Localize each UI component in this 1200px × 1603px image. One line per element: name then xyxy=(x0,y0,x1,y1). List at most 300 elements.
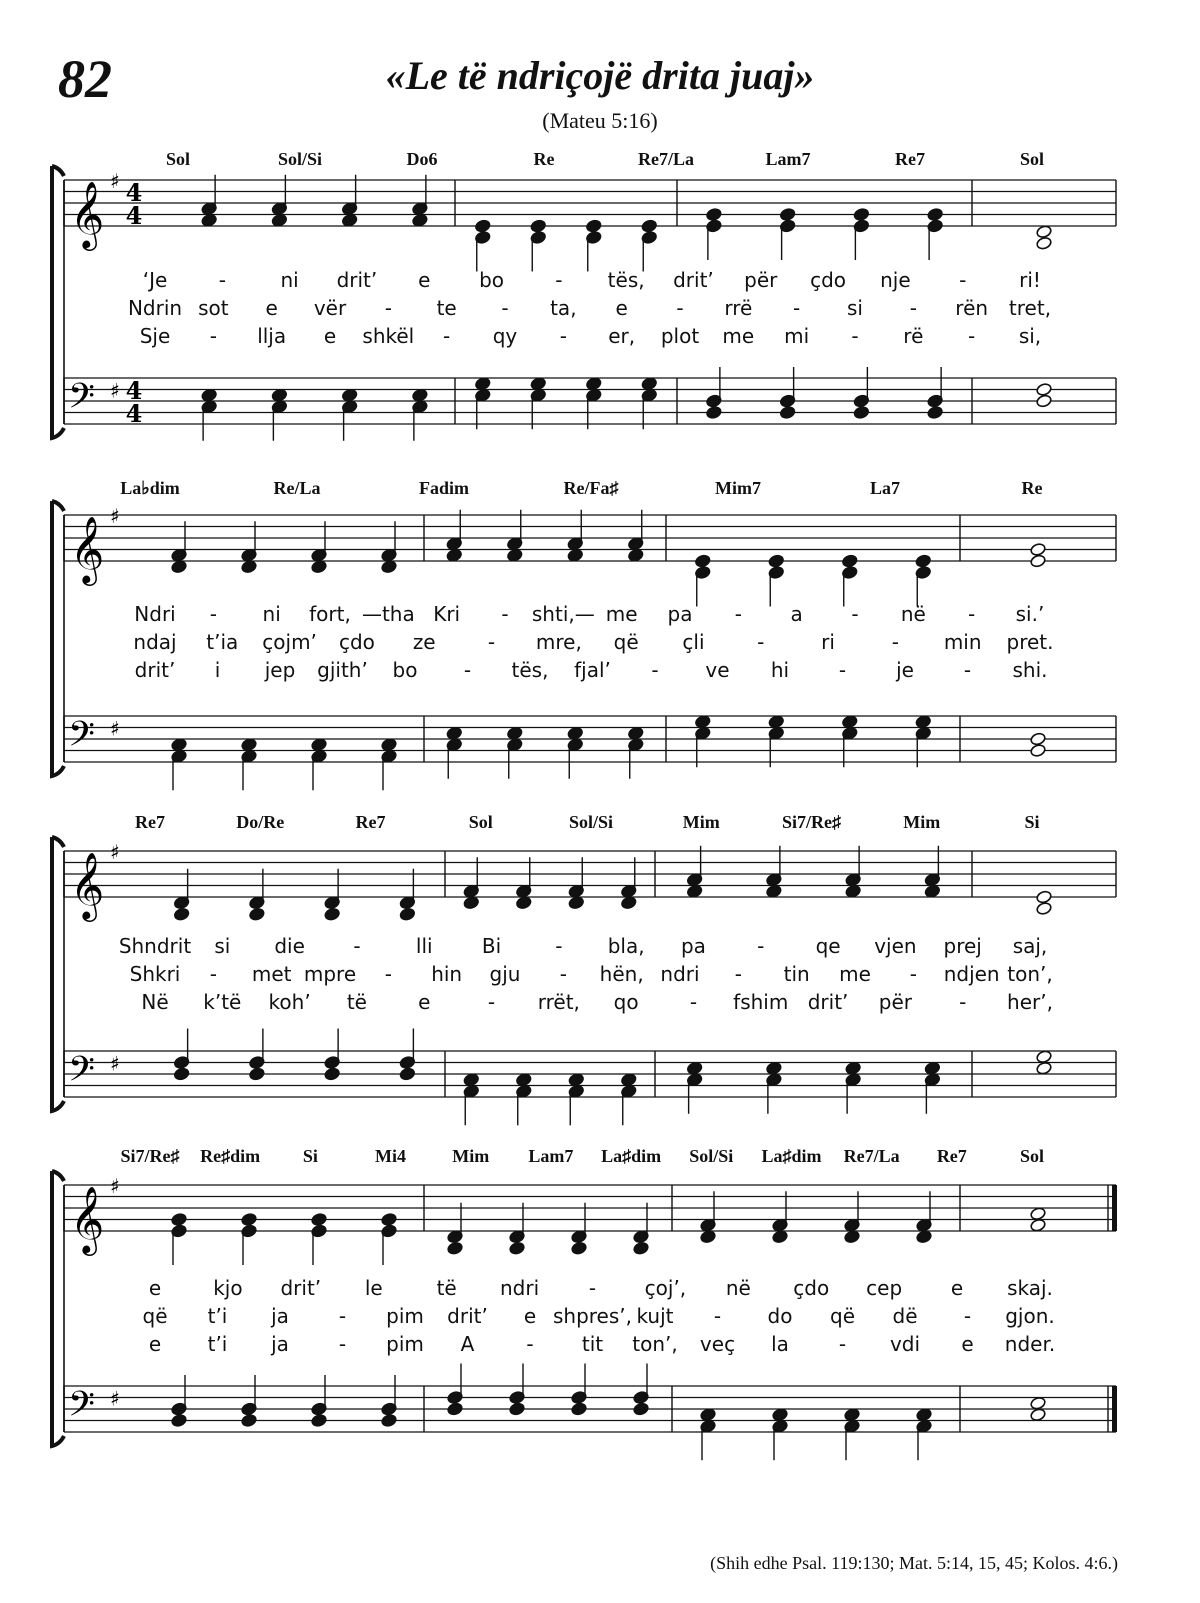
lyric-syllable: - xyxy=(959,268,967,292)
chord-symbol: Re xyxy=(1021,478,1043,498)
note-head xyxy=(924,884,941,898)
note-head xyxy=(1030,542,1047,556)
note-head xyxy=(241,738,258,752)
note-head xyxy=(779,207,796,221)
note-head xyxy=(506,548,523,562)
lyric-syllable: - xyxy=(443,324,451,348)
lyric-syllable: tit xyxy=(581,1332,604,1356)
lyric-syllable: tës, xyxy=(511,658,549,682)
note-head xyxy=(171,560,188,574)
note-head xyxy=(706,207,723,221)
note-head xyxy=(249,1067,266,1081)
treble-clef: 𝄞 xyxy=(70,180,105,248)
note-head xyxy=(1030,1408,1047,1422)
lyric-syllable: të xyxy=(346,990,368,1014)
note-head xyxy=(568,1073,585,1087)
note-head xyxy=(515,896,532,910)
note-head xyxy=(399,907,416,921)
lyric-syllable: sot xyxy=(198,296,229,320)
lyric-syllable: gju xyxy=(489,962,521,986)
system-bracket xyxy=(52,166,64,438)
note-head xyxy=(1036,901,1053,915)
lyric-syllable: shkël xyxy=(362,324,415,348)
lyric-syllable: shi. xyxy=(1012,658,1048,682)
lyric-syllable: vër xyxy=(313,296,347,320)
lyric-syllable: drit’ xyxy=(134,658,176,682)
note-head xyxy=(779,405,796,419)
lyric-syllable: - xyxy=(559,324,567,348)
lyric-syllable: ton’, xyxy=(1007,962,1053,986)
lyric-syllable: saj, xyxy=(1012,934,1048,958)
note-head xyxy=(1030,554,1047,568)
note-head xyxy=(700,1408,717,1422)
final-barline xyxy=(1112,1185,1117,1231)
note-head xyxy=(841,715,858,729)
treble-staff xyxy=(64,504,1116,607)
time-signature-bottom: 4 xyxy=(125,399,143,428)
lyric-syllable: - xyxy=(209,602,217,626)
lyric-syllable: - xyxy=(218,268,226,292)
chord-symbol: La7 xyxy=(869,478,901,498)
system-bracket xyxy=(52,837,64,1111)
note-head xyxy=(1036,890,1053,904)
note-head xyxy=(694,554,711,568)
lyric-syllable: - xyxy=(959,990,967,1014)
lyric-syllable: drit’ xyxy=(673,268,714,292)
chord-symbol: Re7 xyxy=(895,149,925,169)
key-signature-sharp: ♯ xyxy=(110,716,120,741)
note-head xyxy=(1030,1207,1047,1221)
hymn-number: 82 xyxy=(58,49,112,109)
chord-symbol: Re7 xyxy=(135,812,165,832)
lyric-syllable: le xyxy=(364,1276,383,1300)
key-signature-sharp: ♯ xyxy=(110,1386,120,1411)
lyric-syllable: dë xyxy=(892,1304,918,1328)
lyric-syllable: vdi xyxy=(889,1332,921,1356)
chord-symbol: Mim xyxy=(903,812,941,832)
lyric-syllable: të xyxy=(436,1276,457,1300)
chord-symbol: Do/Re xyxy=(236,812,285,832)
note-head xyxy=(271,213,288,227)
note-head xyxy=(171,738,188,752)
note-head xyxy=(311,1413,328,1427)
treble-staff xyxy=(64,840,1116,922)
note-head xyxy=(241,1413,258,1427)
note-head xyxy=(568,896,585,910)
lyric-syllable: - xyxy=(968,602,976,626)
chord-symbol: Re xyxy=(533,149,555,169)
treble-staff xyxy=(64,1174,1117,1265)
note-head xyxy=(694,715,711,729)
note-head xyxy=(633,1241,650,1255)
lyric-syllable: çli xyxy=(682,630,705,654)
lyric-syllable: ja xyxy=(271,1304,289,1328)
chord-symbol: Sol xyxy=(1019,149,1045,169)
lyric-syllable: - xyxy=(463,658,472,682)
note-head xyxy=(474,377,491,391)
lyric-syllable: kjo xyxy=(213,1276,243,1300)
lyric-syllable: çdo xyxy=(810,268,847,292)
chord-symbol: Mi4 xyxy=(375,1146,407,1166)
lyric-syllable: si xyxy=(847,296,863,320)
lyric-syllable: drit’ xyxy=(807,990,849,1014)
note-head xyxy=(772,1408,789,1422)
note-head xyxy=(171,1212,188,1226)
lyric-syllable: —tha xyxy=(361,602,415,626)
chord-symbol: Sol/Si xyxy=(277,149,323,169)
note-head xyxy=(341,213,358,227)
note-head xyxy=(627,548,644,562)
lyric-syllable: ndjen xyxy=(943,962,1000,986)
note-head xyxy=(1036,1061,1053,1075)
bass-clef: 𝄢 xyxy=(68,375,96,425)
note-head xyxy=(686,1061,703,1075)
lyric-syllable: - xyxy=(555,268,563,292)
note-head xyxy=(171,1413,188,1427)
chord-symbol: Si7/Re♯ xyxy=(781,812,842,832)
note-head xyxy=(1036,236,1053,250)
scripture-reference: (Mateu 5:16) xyxy=(542,108,658,133)
lyric-syllable: shpres’, xyxy=(552,1304,633,1328)
note-head xyxy=(271,388,288,402)
note-head xyxy=(853,207,870,221)
lyric-syllable: e xyxy=(418,990,431,1014)
treble-clef: 𝄞 xyxy=(70,851,105,919)
note-head xyxy=(844,1230,861,1244)
lyric-syllable: - xyxy=(487,990,496,1014)
lyric-syllable: - xyxy=(734,602,742,626)
lyric-syllable: je xyxy=(896,658,914,682)
note-head xyxy=(567,548,584,562)
lyric-syllable: - xyxy=(676,296,684,320)
note-head xyxy=(1030,1218,1047,1232)
chord-symbol: Re/La xyxy=(273,478,321,498)
note-head xyxy=(620,896,637,910)
note-head xyxy=(509,1241,526,1255)
lyric-syllable: e xyxy=(961,1332,974,1356)
chord-symbol: Sol xyxy=(165,149,191,169)
lyric-syllable: Shkri xyxy=(129,962,181,986)
note-head xyxy=(766,884,783,898)
lyric-syllable: t’ia xyxy=(206,630,239,654)
note-head xyxy=(706,405,723,419)
note-head xyxy=(1036,394,1053,408)
lyric-syllable: die xyxy=(274,934,305,958)
lyric-syllable: Shndrit xyxy=(118,934,192,958)
note-head xyxy=(311,738,328,752)
lyric-syllable: Bi xyxy=(481,934,502,958)
lyric-syllable: çoj’, xyxy=(644,1276,687,1300)
note-head xyxy=(474,219,491,233)
note-head xyxy=(1030,743,1047,757)
lyric-syllable: gjon. xyxy=(1005,1304,1055,1328)
note-head xyxy=(311,1212,328,1226)
lyric-syllable: në xyxy=(725,1276,751,1300)
treble-clef: 𝄞 xyxy=(70,515,105,583)
chord-symbol: La♯dim xyxy=(761,1146,822,1166)
note-head xyxy=(916,1408,933,1422)
lyric-syllable: hin xyxy=(431,962,463,986)
lyric-syllable: pim xyxy=(386,1304,424,1328)
lyric-syllable: - xyxy=(851,324,859,348)
lyric-syllable: ni xyxy=(262,602,281,626)
note-head xyxy=(399,1067,416,1081)
lyric-syllable: er, xyxy=(608,324,636,348)
note-head xyxy=(509,1402,526,1416)
note-head xyxy=(463,1073,480,1087)
note-head xyxy=(927,405,944,419)
lyric-syllable: - xyxy=(209,324,217,348)
chord-symbol: Re♯dim xyxy=(200,1146,261,1166)
time-signature-top: 4 xyxy=(125,178,143,207)
note-head xyxy=(515,1073,532,1087)
treble-staff xyxy=(64,169,1116,272)
lyric-syllable: i xyxy=(214,658,221,682)
lyric-syllable: do xyxy=(767,1304,793,1328)
lyric-syllable: - xyxy=(588,1276,597,1300)
lyric-syllable: qy xyxy=(492,324,518,348)
time-signature-bottom: 4 xyxy=(125,201,143,230)
lyric-syllable: - xyxy=(757,630,765,654)
chord-symbol: Do6 xyxy=(406,149,438,169)
chord-symbol: Si xyxy=(302,1146,318,1166)
note-head xyxy=(1036,225,1053,239)
note-head xyxy=(173,1067,190,1081)
lyric-syllable: met xyxy=(251,962,292,986)
lyric-syllable: mpre xyxy=(303,962,357,986)
lyric-syllable: - xyxy=(501,296,509,320)
lyric-syllable: Kri xyxy=(433,602,461,626)
chord-symbol: Re7 xyxy=(355,812,386,832)
lyric-syllable: e xyxy=(615,296,628,320)
chord-symbol: Re7/La xyxy=(638,149,694,169)
note-head xyxy=(311,560,328,574)
note-head xyxy=(381,1212,398,1226)
treble-clef: 𝄞 xyxy=(70,1185,105,1253)
lyric-syllable: qe xyxy=(815,934,841,958)
chord-symbol: Mim xyxy=(682,812,720,832)
lyric-syllable: - xyxy=(338,1304,347,1328)
lyric-syllable: pim xyxy=(386,1332,424,1356)
note-head xyxy=(585,377,602,391)
lyric-syllable: drit’ xyxy=(447,1304,488,1328)
note-head xyxy=(463,896,480,910)
lyric-syllable: la xyxy=(771,1332,789,1356)
lyric-syllable: Në xyxy=(141,990,169,1014)
lyric-syllable: - xyxy=(838,658,847,682)
lyric-syllable: - xyxy=(384,296,392,320)
note-head xyxy=(633,1402,650,1416)
final-barline xyxy=(1112,1386,1117,1432)
lyric-syllable: hi xyxy=(770,658,790,682)
lyric-syllable: - xyxy=(338,1332,347,1356)
chord-symbol: La♭dim xyxy=(120,478,180,498)
lyric-syllable: bo xyxy=(392,658,418,682)
lyric-syllable: k’të xyxy=(203,990,242,1014)
lyric-syllable: - xyxy=(891,630,899,654)
lyric-syllable: vjen xyxy=(874,934,917,958)
lyric-syllable: her’, xyxy=(1007,990,1053,1014)
lyric-syllable: e xyxy=(950,1276,964,1300)
bass-staff xyxy=(64,1364,1117,1461)
lyric-syllable: që xyxy=(613,630,639,654)
lyric-syllable: e xyxy=(148,1276,162,1300)
lyric-syllable: jep xyxy=(264,658,296,682)
note-head xyxy=(412,213,429,227)
note-head xyxy=(620,1073,637,1087)
note-head xyxy=(506,726,523,740)
lyric-syllable: për xyxy=(878,990,913,1014)
lyric-syllable: - xyxy=(968,324,976,348)
lyric-syllable: qo xyxy=(613,990,639,1014)
lyric-syllable: si xyxy=(214,934,231,958)
chord-symbol: Mim7 xyxy=(715,478,761,498)
lyric-syllable: Ndri xyxy=(134,602,176,626)
note-head xyxy=(853,405,870,419)
lyric-syllable: - xyxy=(713,1304,722,1328)
lyric-syllable: a xyxy=(790,602,803,626)
lyric-syllable: - xyxy=(501,602,509,626)
chord-symbol: Lam7 xyxy=(765,149,811,169)
note-head xyxy=(641,377,658,391)
hymn-title: «Le të ndriçojë drita juaj» xyxy=(385,53,815,98)
chord-symbol: Fadim xyxy=(418,478,470,498)
lyric-syllable: - xyxy=(353,934,361,958)
note-head xyxy=(530,377,547,391)
lyric-syllable: rrët, xyxy=(537,990,580,1014)
lyric-syllable: Ndrin xyxy=(127,296,183,320)
lyric-syllable: koh’ xyxy=(268,990,311,1014)
lyric-syllable: plot xyxy=(660,324,700,348)
note-head xyxy=(201,388,218,402)
lyric-syllable: çdo xyxy=(338,630,375,654)
lyric-syllable: ve xyxy=(705,658,730,682)
note-head xyxy=(845,884,862,898)
lyric-syllable: veç xyxy=(699,1332,736,1356)
lyric-syllable: - xyxy=(734,962,742,986)
chord-symbol: Si7/Re♯ xyxy=(120,1146,180,1166)
note-head xyxy=(641,219,658,233)
lyric-syllable: cep xyxy=(866,1276,903,1300)
note-head xyxy=(1030,1396,1047,1410)
note-head xyxy=(381,738,398,752)
chord-symbol: Sol xyxy=(468,812,493,832)
lyric-syllable: - xyxy=(838,1332,847,1356)
lyric-syllable: çojm’ xyxy=(262,630,317,654)
lyric-syllable: skaj. xyxy=(1007,1276,1053,1300)
note-head xyxy=(324,907,341,921)
system-bracket xyxy=(52,1171,64,1446)
lyric-syllable: - xyxy=(689,990,698,1014)
note-head xyxy=(249,907,266,921)
lyric-syllable: - xyxy=(487,630,496,654)
lyric-syllable: ri xyxy=(821,630,835,654)
lyric-syllable: e xyxy=(148,1332,162,1356)
lyric-syllable: te xyxy=(436,296,457,320)
lyric-syllable: - xyxy=(651,658,659,682)
lyric-syllable: ton’, xyxy=(632,1332,678,1356)
note-head xyxy=(446,548,463,562)
note-head xyxy=(571,1402,588,1416)
lyric-syllable: min xyxy=(943,630,982,654)
note-head xyxy=(241,1212,258,1226)
bass-staff xyxy=(64,714,1116,791)
chord-symbol: Sol/Si xyxy=(689,1146,734,1166)
key-signature-sharp: ♯ xyxy=(110,378,120,403)
time-signature-top: 4 xyxy=(125,376,143,405)
note-head xyxy=(844,1408,861,1422)
lyric-syllable: hën, xyxy=(599,962,644,986)
footer-references: (Shih edhe Psal. 119:130; Mat. 5:14, 15, 45; Kolos. 4:6.) xyxy=(710,1553,1118,1573)
lyric-syllable: lli xyxy=(415,934,433,958)
note-head xyxy=(766,1061,783,1075)
note-head xyxy=(381,560,398,574)
lyric-syllable: - xyxy=(851,602,859,626)
note-head xyxy=(845,1061,862,1075)
chord-symbol: Si xyxy=(1024,812,1040,832)
lyric-syllable: bla, xyxy=(607,934,645,958)
lyric-syllable: nje xyxy=(880,268,911,292)
note-head xyxy=(447,1241,464,1255)
note-head xyxy=(447,1402,464,1416)
note-head xyxy=(916,1230,933,1244)
note-head xyxy=(768,554,785,568)
note-head xyxy=(567,726,584,740)
chord-symbol: La♯dim xyxy=(601,1146,662,1166)
lyric-syllable: drit’ xyxy=(280,1276,322,1300)
lyric-syllable: gjith’ xyxy=(317,658,368,682)
note-head xyxy=(924,1061,941,1075)
chord-symbol: Re7/La xyxy=(843,1146,900,1166)
lyric-syllable: çdo xyxy=(793,1276,830,1300)
lyric-syllable: - xyxy=(909,296,917,320)
lyric-syllable: - xyxy=(384,962,392,986)
note-head xyxy=(1030,732,1047,746)
lyric-syllable: që xyxy=(142,1304,168,1328)
note-head xyxy=(841,554,858,568)
lyric-syllable: shti,— xyxy=(531,602,595,626)
lyric-syllable: A xyxy=(460,1332,475,1356)
note-head xyxy=(1036,1050,1053,1064)
lyric-syllable: - xyxy=(555,934,563,958)
lyric-syllable: për xyxy=(744,268,778,292)
lyric-syllable: ri! xyxy=(1019,268,1041,292)
lyric-syllable: ndaj xyxy=(133,630,177,654)
note-head xyxy=(324,1067,341,1081)
note-head xyxy=(1036,382,1053,396)
lyric-syllable: rën xyxy=(955,296,989,320)
note-head xyxy=(412,388,429,402)
lyric-syllable: me xyxy=(839,962,871,986)
lyric-syllable: rrë xyxy=(724,296,753,320)
note-head xyxy=(446,726,463,740)
chord-symbol: Sol/Si xyxy=(568,812,614,832)
bass-staff xyxy=(64,367,1116,441)
lyric-syllable: që xyxy=(830,1304,855,1328)
lyric-syllable: e xyxy=(265,296,278,320)
lyric-syllable: e xyxy=(523,1304,537,1328)
lyric-syllable: fshim xyxy=(733,990,789,1014)
lyric-syllable: pa xyxy=(680,934,706,958)
lyric-syllable: me xyxy=(722,324,755,348)
lyric-syllable: llja xyxy=(257,324,287,348)
note-head xyxy=(571,1241,588,1255)
lyric-syllable: mi xyxy=(784,324,810,348)
key-signature-sharp: ♯ xyxy=(110,1051,120,1076)
key-signature-sharp: ♯ xyxy=(110,840,120,864)
note-head xyxy=(772,1230,789,1244)
note-head xyxy=(686,884,703,898)
